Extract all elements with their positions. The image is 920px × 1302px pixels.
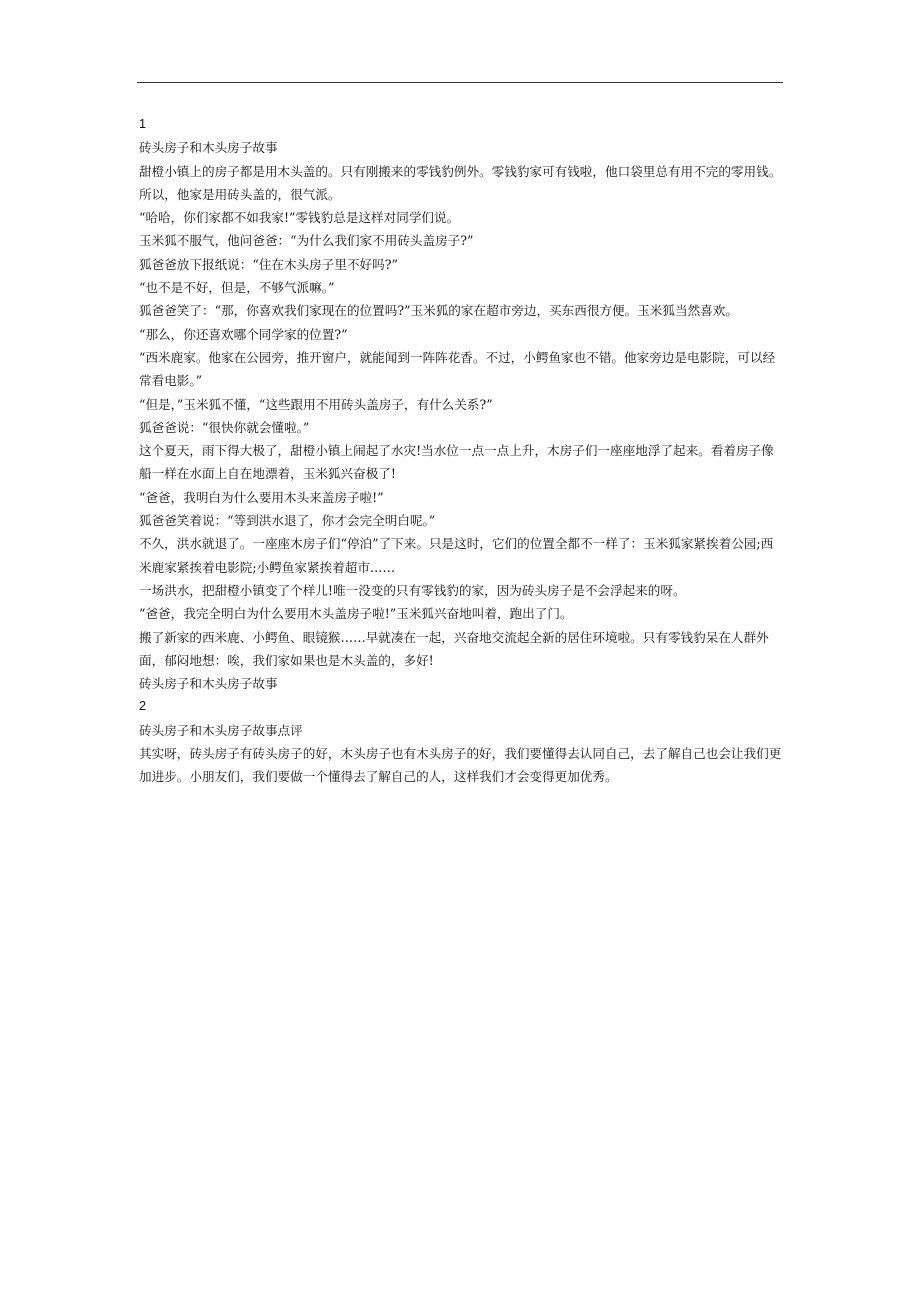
section-footer-title: 砖头房子和木头房子故事 (139, 676, 278, 692)
section-number: 1 (139, 117, 147, 131)
paragraph: 甜橙小镇上的房子都是用木头盖的。只有刚搬来的零钱豹例外。零钱豹家可有钱啦，他口袋里总有用不完的零用钱。所以，他家是用砖头盖的，很气派。 (139, 163, 782, 202)
document-body (139, 113, 784, 789)
paragraph: “爸爸，我明白为什么要用木头来盖房子啦!” (139, 489, 384, 505)
section-title: 砖头房子和木头房子故事点评 (139, 722, 303, 738)
paragraph: “哈哈，你们家都不如我家!”零钱豹总是这样对同学们说。 (139, 210, 460, 226)
paragraph: 这个夏天，雨下得大极了，甜橙小镇上闹起了水灾!当水位一点一点上升，木房子们一座座地浮了起来。看着房子像船一样在水面上自在地漂着，玉米狐兴奋极了! (139, 443, 774, 482)
paragraph: “爸爸，我完全明白为什么要用木头盖房子啦!”玉米狐兴奋地叫着，跑出了门。 (139, 606, 573, 622)
paragraph: “也不是不好，但是，不够气派嘛。” (139, 280, 335, 296)
review-paragraph: 其实呀，砖头房子有砖头房子的好，木头房子也有木头房子的好，我们要懂得去认同自己，去了解自己也会让我们更加进步。小朋友们，我们要做一个懂得去了解自己的人，这样我们才会变得更加优秀。 (139, 746, 782, 785)
paragraph: “西米鹿家。他家在公园旁，推开窗户，就能闻到一阵阵花香。不过，小鳄鱼家也不错。他家旁边是电影院，可以经常看电影。” (139, 349, 776, 389)
paragraph: “但是，”玉米狐不懂，“这些跟用不用砖头盖房子，有什么关系?” (139, 396, 493, 412)
paragraph: “那么，你还喜欢哪个同学家的位置?” (139, 326, 348, 342)
paragraph: 不久，洪水就退了。一座座木房子们“停泊”了下来。只是这时，它们的位置全都不一样了：玉米狐家紧挨着公园;西米鹿家紧挨着电影院;小鳄鱼家紧挨着超市…… (139, 536, 774, 575)
paragraph: 玉米狐不服气，他问爸爸：“为什么我们家不用砖头盖房子?” (139, 233, 474, 249)
paragraph: 狐爸爸放下报纸说：“住在木头房子里不好吗?” (139, 256, 398, 272)
header-rule (137, 82, 783, 83)
section-number: 2 (139, 699, 147, 714)
paragraph: 狐爸爸笑了：“那，你喜欢我们家现在的位置吗?”玉米狐的家在超市旁边，买东西很方便。玉米狐当然喜欢。 (139, 303, 738, 319)
paragraph: 狐爸爸说：“很快你就会懂啦。” (139, 419, 310, 435)
paragraph: 搬了新家的西米鹿、小鳄鱼、眼镜猴……早就凑在一起，兴奋地交流起全新的居住环境啦。只有零钱豹呆在人群外面，郁闷地想：唉，我们家如果也是木头盖的，多好! (139, 629, 769, 668)
paragraph: 狐爸爸笑着说：“等到洪水退了，你才会完全明白呢。” (139, 513, 436, 529)
paragraph: 一场洪水，把甜橙小镇变了个样儿!唯一没变的只有零钱豹的家，因为砖头房子是不会浮起来的呀。 (139, 582, 686, 598)
section-title: 砖头房子和木头房子故事 (139, 140, 278, 156)
